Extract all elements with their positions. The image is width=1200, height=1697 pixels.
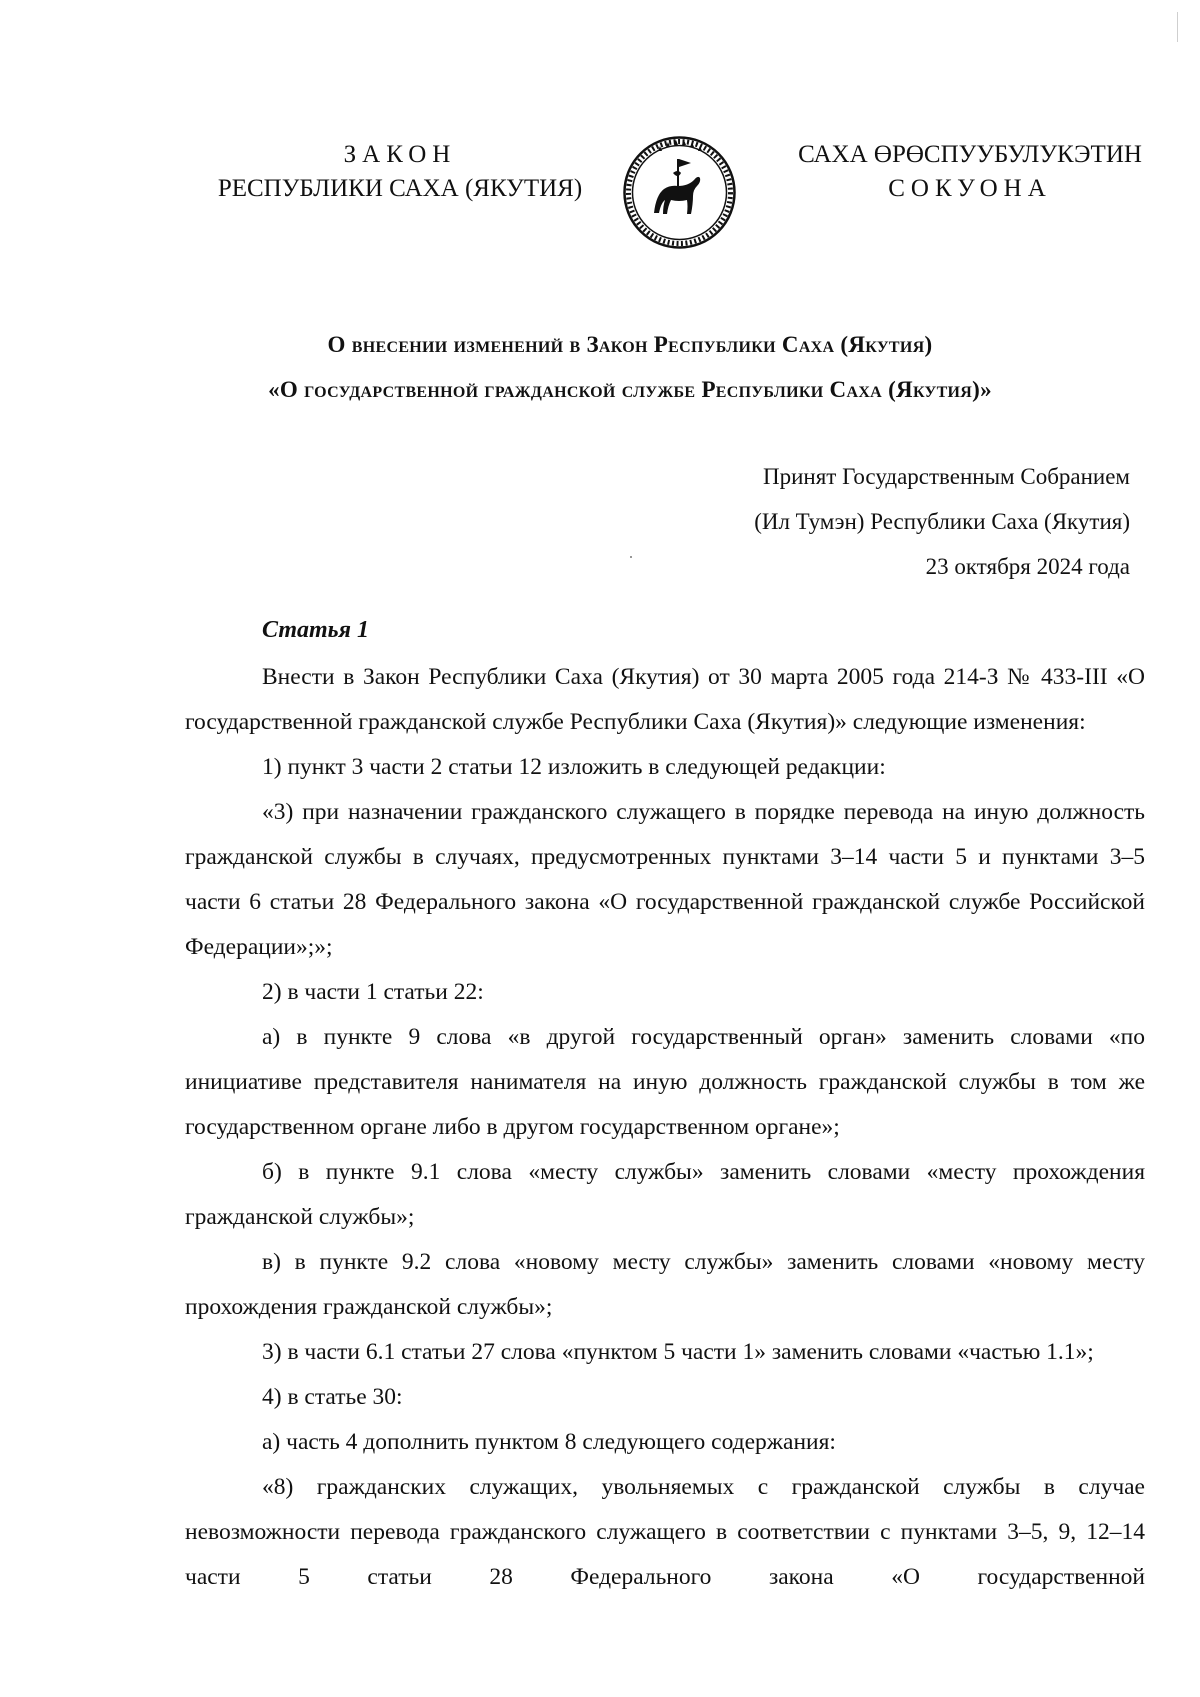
header-right [780, 138, 1160, 206]
header-right-line1: САХА ӨРӨСПУУБУЛУКЭТИН [798, 141, 1142, 168]
scan-speck [630, 556, 632, 558]
article-paragraph: «8) гражданских служащих, увольняемых с гражданской службы в случае невозможности перевода гражданского служащего в соответствии с пунктами 3–5, 9, 12–14 части 5 статьи 28 Федерального закона «О государственной [185, 1474, 1145, 1590]
article-paragraph: 2) в части 1 статьи 22: [262, 979, 484, 1005]
article-paragraph: б) в пункте 9.1 слова «месту службы» заменить словами «месту прохождения гражданской службы»; [185, 1159, 1145, 1230]
header-right-line2: СОКУОНА [888, 175, 1052, 202]
coat-of-arms-icon [622, 135, 737, 250]
article-paragraph: в) в пункте 9.2 слова «новому месту службы» заменить словами «новому месту прохождения гражданской службы»; [185, 1249, 1145, 1320]
article-body [185, 655, 1145, 1600]
header-left [190, 138, 610, 206]
law-title-line2: «О государственной гражданской службе Республики Саха (Якутия)» [268, 377, 992, 402]
article-heading: Статья 1 [262, 617, 370, 643]
article-paragraph: «3) при назначении гражданского служащего в порядке перевода на иную должность гражданской службы в случаях, предусмотренных пунктами 3–14 части 5 и пунктами 3–5 части 6 статьи 28 Федерального закона «О государственной гражданской службе Российской Федерации»;»; [185, 799, 1145, 960]
article-paragraph: 3) в части 6.1 статьи 27 слова «пунктом 5 части 1» заменить словами «частью 1.1»; [262, 1339, 1094, 1365]
header-left-line2: РЕСПУБЛИКИ САХА (ЯКУТИЯ) [217, 175, 583, 202]
article-paragraph: а) в пункте 9 слова «в другой государственный орган» заменить словами «по инициативе представителя нанимателя на иную должность гражданской службы в том же государственном органе либо в другом государственном органе»; [185, 1024, 1145, 1140]
law-title-line1: О внесении изменений в Закон Республики Саха (Якутия) [327, 332, 933, 357]
adoption-line1: Принят Государственным Собранием [762, 464, 1130, 489]
adoption-block [754, 454, 1130, 589]
header-left-line1: ЗАКОН [343, 141, 457, 168]
article-paragraph: а) часть 4 дополнить пунктом 8 следующего содержания: [262, 1429, 836, 1455]
adoption-line2: (Ил Тумэн) Республики Саха (Якутия) [754, 509, 1130, 534]
scan-edge-mark [1177, 12, 1184, 42]
article-paragraph: Внести в Закон Республики Саха (Якутия) от 30 марта 2005 года 214-З № 433-III «О государственной гражданской службе Республики Саха (Якутия)» следующие изменения: [185, 664, 1145, 735]
article-paragraph: 1) пункт 3 части 2 статьи 12 изложить в следующей редакции: [262, 754, 886, 780]
adoption-date: 23 октября 2024 года [925, 554, 1130, 579]
article-paragraph: 4) в статье 30: [262, 1384, 403, 1410]
